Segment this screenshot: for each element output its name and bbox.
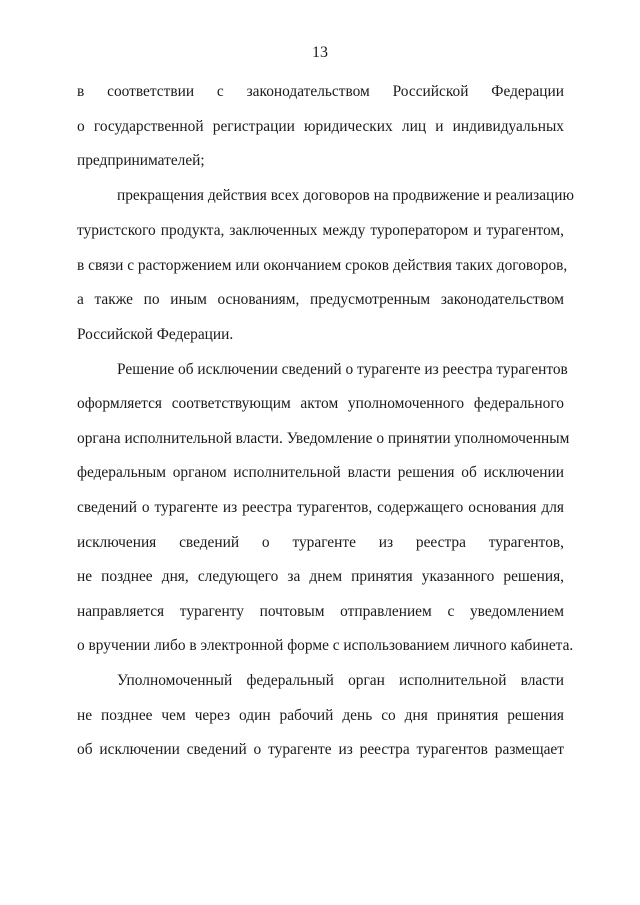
text-line: исключения сведений о турагенте из реестра турагентов, bbox=[77, 534, 564, 551]
text-line: о государственной регистрации юридических лиц и индивидуальных bbox=[77, 118, 564, 135]
text-line: туристского продукта, заключенных между туроператором и турагентом, bbox=[77, 222, 564, 239]
text-line: в связи с расторжением или окончанием сроков действия таких договоров, bbox=[77, 257, 568, 274]
text-line: сведений о турагенте из реестра турагентов, содержащего основания для bbox=[77, 499, 564, 516]
text-line: о вручении либо в электронной форме с использованием личного кабинета. bbox=[77, 637, 574, 654]
text-line: органа исполнительной власти. Уведомление о принятии уполномоченным bbox=[77, 430, 570, 447]
text-line: оформляется соответствующим актом уполномоченного федерального bbox=[77, 395, 564, 412]
paragraph-first-line: прекращения действия всех договоров на продвижение и реализацию bbox=[117, 187, 575, 204]
text-line: об исключении сведений о турагенте из реестра турагентов размещает bbox=[77, 741, 564, 758]
page-number: 13 bbox=[312, 44, 328, 61]
text-line: Российской Федерации. bbox=[77, 326, 234, 343]
text-line: федеральным органом исполнительной власти решения об исключении bbox=[77, 464, 564, 481]
text-line: направляется турагенту почтовым отправлением с уведомлением bbox=[77, 603, 564, 620]
text-line: не позднее чем через один рабочий день со дня принятия решения bbox=[77, 707, 564, 724]
text-line: в соответствии с законодательством Российской Федерации bbox=[77, 83, 564, 100]
text-line: а также по иным основаниям, предусмотренным законодательством bbox=[77, 291, 564, 308]
text-line: не позднее дня, следующего за днем принятия указанного решения, bbox=[77, 568, 564, 585]
text-line: предпринимателей; bbox=[77, 152, 205, 169]
paragraph-first-line: Решение об исключении сведений о турагенте из реестра турагентов bbox=[117, 361, 568, 378]
paragraph-first-line: Уполномоченный федеральный орган исполнительной власти bbox=[117, 672, 564, 689]
